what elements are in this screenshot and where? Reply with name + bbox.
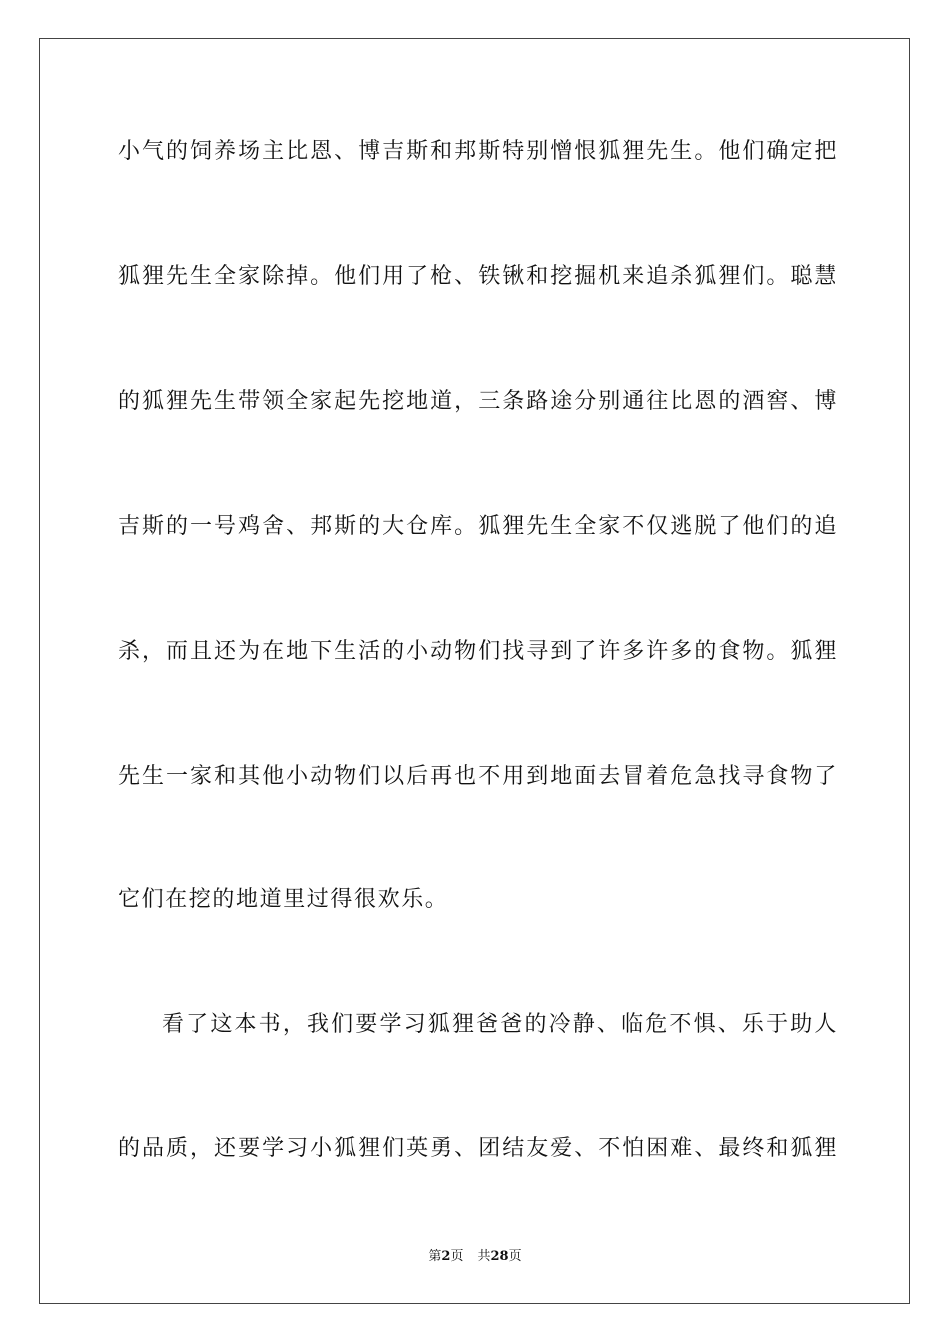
text-line-7: 它们在挖的地道里过得很欢乐。 — [118, 887, 449, 912]
footer-page-prefix: 第 — [428, 1249, 442, 1264]
text-line-8: 看了这本书，我们要学习狐狸爸爸的冷静、临危不惧、乐于助人 — [162, 1012, 838, 1037]
text-line-5: 杀，而且还为在地下生活的小动物们找寻到了许多许多的食物。狐狸 — [118, 639, 838, 664]
footer-page-number: 2 — [441, 1249, 451, 1264]
page-footer — [0, 1248, 950, 1266]
footer-total-prefix: 共 — [477, 1249, 491, 1264]
text-line-3: 的狐狸先生带领全家起先挖地道，三条路途分别通往比恩的酒窖、博 — [118, 389, 838, 414]
text-line-2: 狐狸先生全家除掉。他们用了枪、铁锹和挖掘机来追杀狐狸们。聪慧 — [118, 264, 838, 289]
footer-total-suffix: 页 — [508, 1249, 522, 1264]
text-line-6: 先生一家和其他小动物们以后再也不用到地面去冒着危急找寻食物了 — [118, 764, 838, 789]
footer-total-pages: 28 — [490, 1249, 509, 1264]
page-border — [39, 38, 910, 1304]
text-line-9: 的品质，还要学习小狐狸们英勇、团结友爱、不怕困难、最终和狐狸 — [118, 1136, 838, 1161]
text-line-4: 吉斯的一号鸡舍、邦斯的大仓库。狐狸先生全家不仅逃脱了他们的追 — [118, 514, 838, 539]
footer-page-suffix: 页 — [450, 1249, 464, 1264]
text-line-1: 小气的饲养场主比恩、博吉斯和邦斯特别憎恨狐狸先生。他们确定把 — [118, 139, 838, 164]
